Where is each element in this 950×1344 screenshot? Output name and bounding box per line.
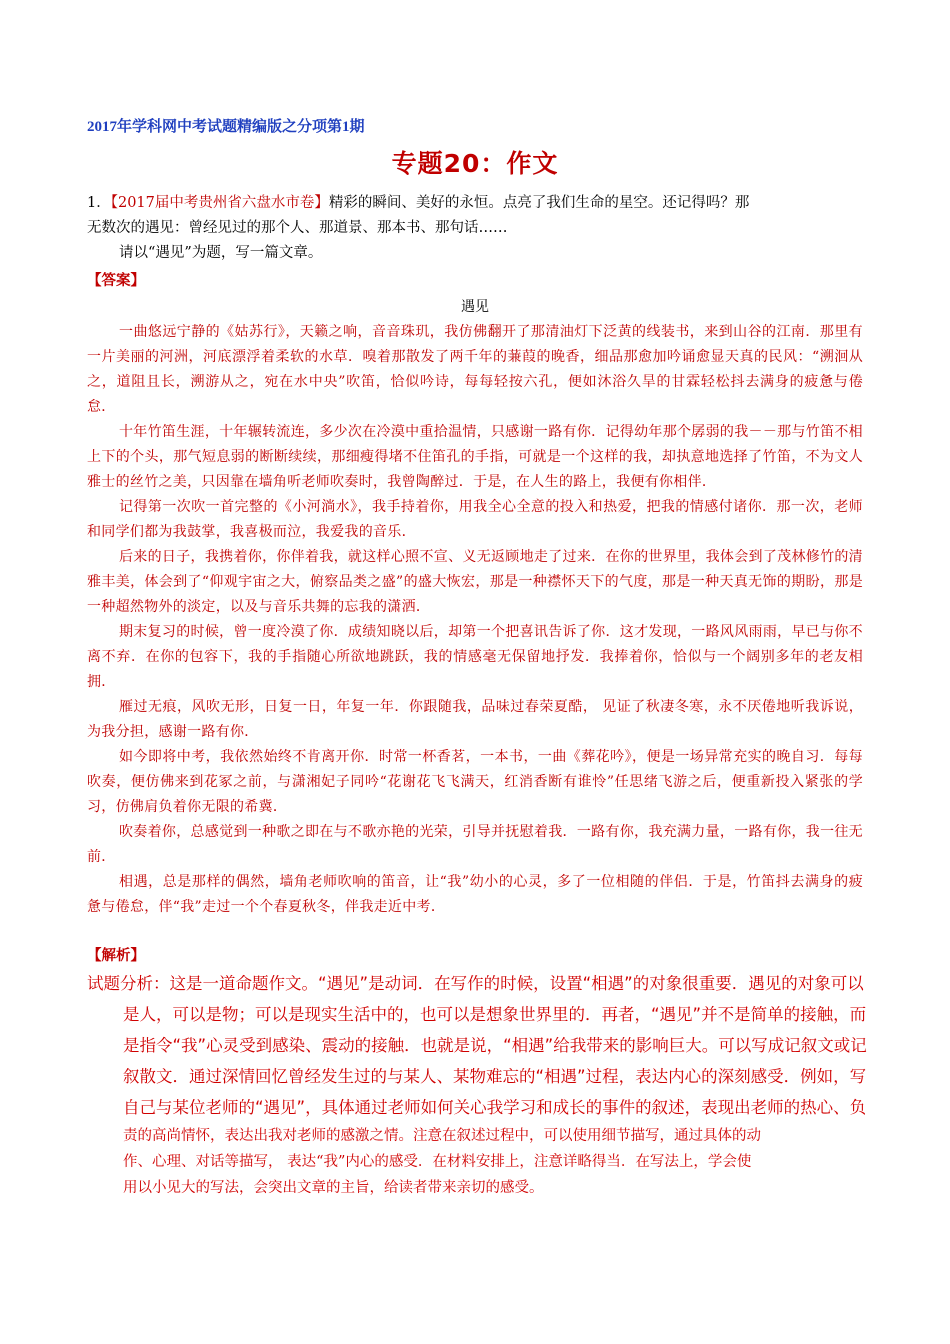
analysis-line: 责的高尚情怀，表达出我对老师的感激之情。注意在叙述过程中，可以使用细节描写，通过具体的动 [123, 1128, 761, 1144]
series-header: 2017年学科网中考试题精编版之分项第1期 [87, 119, 365, 135]
analysis-line: 是指令“我”心灵受到感染、震动的接触．也就是说，“相遇”给我带来的影响巨大。可以写成记叙文或记 [123, 1036, 867, 1055]
question-text-1: 精彩的瞬间、美好的永恒。点亮了我们生命的星空。还记得吗？那 [328, 195, 750, 211]
essay-paragraph: 如今即将中考，我依然始终不肯离开你．时常一杯香茗，一本书，一曲《葬花吟》，便是一场异常充实的晚自习．每每吹奏，便仿佛来到花冢之前，与潇湘妃子同吟“花谢花飞飞满天，红消香断有谁怜”任思绪飞游之后，便重新投入紧张的学习，仿佛肩负着你无限的希冀． [87, 749, 863, 815]
question-source: 【2017届中考贵州省六盘水市卷】 [110, 195, 329, 211]
analysis-block [87, 968, 869, 1201]
essay-block [87, 295, 863, 920]
essay-paragraph: 一曲悠远宁静的《姑苏行》，天籁之响，音音珠玑，我仿佛翻开了那清油灯下泛黄的线装书，来到山谷的江南．那里有一片美丽的河洲，河底漂浮着柔软的水草．嗅着那散发了两千年的蒹葭的晚香，细品那愈加吟诵愈显天真的民风：“溯洄从之，道阻且长，溯游从之，宛在水中央”吹笛，恰似吟诗，每每轻按六孔，便如沐浴久旱的甘霖轻松抖去满身的疲惫与倦怠． [87, 324, 863, 415]
analysis-line: 自己与某位老师的“遇见”，具体通过老师如何关心我学习和成长的事件的叙述，表现出老师的热心、负 [123, 1098, 867, 1117]
essay-title: 遇见 [461, 299, 489, 315]
question-prompt: 请以“遇见”为题，写一篇文章。 [119, 245, 323, 261]
essay-paragraph: 吹奏着你，总感觉到一种歌之即在与不歌亦艳的光荣，引导并抚慰着我．一路有你，我充满力量，一路有你，我一往无前． [87, 824, 863, 865]
analysis-label: 【解析】 [87, 947, 145, 964]
question-block [87, 191, 867, 266]
analysis-line: 作、心理、对话等描写， 表达“我”内心的感受．在材料安排上，注意详略得当．在写法上，学会使 [123, 1154, 752, 1170]
question-number: 1． [87, 195, 111, 211]
analysis-line: 叙散文．通过深情回忆曾经发生过的与某人、某物难忘的“相遇”过程，表达内心的深刻感受．例如，写 [123, 1067, 867, 1086]
essay-paragraph: 期末复习的时候，曾一度冷漠了你．成绩知晓以后，却第一个把喜讯告诉了你．这才发现，一路风风雨雨，早已与你不离不弃．在你的包容下，我的手指随心所欲地跳跃，我的情感毫无保留地抒发．我捧着你，恰似与一个阔别多年的老友相拥． [87, 624, 863, 690]
essay-paragraph: 十年竹笛生涯，十年辗转流连，多少次在冷漠中重拾温情，只感谢一路有你．记得幼年那个孱弱的我－－那与竹笛不相上下的个头，那气短息弱的断断续续，那细瘦得堵不住笛孔的手指，可就是一个这样的我，却执意地选择了竹笛，不为文人雅士的丝竹之美，只因靠在墙角听老师吹奏时，我曾陶醉过．于是，在人生的路上，我便有你相伴． [87, 424, 863, 490]
essay-paragraph: 后来的日子，我携着你，你伴着我，就这样心照不宣、义无返顾地走了过来．在你的世界里，我体会到了茂林修竹的清雅丰美，体会到了“仰观宇宙之大，俯察品类之盛”的盛大恢宏，那是一种襟怀天下的气度，那是一种天真无饰的期盼，那是一种超然物外的淡定，以及与音乐共舞的忘我的潇洒． [87, 549, 863, 615]
essay-paragraph: 记得第一次吹一首完整的《小河淌水》，我手持着你，用我全心全意的投入和热爱，把我的情感付诸你．那一次，老师和同学们都为我鼓掌，我喜极而泣，我爱我的音乐． [87, 499, 863, 540]
essay-paragraph: 相遇，总是那样的偶然，墙角老师吹响的笛音，让“我”幼小的心灵，多了一位相随的伴侣．于是，竹笛抖去满身的疲惫与倦怠，伴“我”走过一个个春夏秋冬，伴我走近中考． [87, 874, 863, 915]
topic-title: 专题20：作文 [391, 149, 559, 178]
question-line-1 [87, 191, 867, 216]
analysis-line: 是人，可以是物；可以是现实生活中的，也可以是想象世界里的．再者，“遇见”并不是简单的接触，而 [123, 1005, 867, 1024]
question-line-2: 无数次的遇见：曾经见过的那个人、那道景、那本书、那句话…… [87, 220, 508, 236]
essay-paragraph: 雁过无痕，风吹无形，日复一日，年复一年．你跟随我，品味过春荣夏酷， 见证了秋凄冬寒，永不厌倦地听我诉说，为我分担，感谢一路有你． [87, 699, 863, 740]
answer-label: 【答案】 [87, 272, 145, 289]
analysis-line: 用以小见大的写法，会突出文章的主旨，给读者带来亲切的感受。 [123, 1180, 544, 1196]
analysis-line: 试题分析：这是一道命题作文。“遇见”是动词．在写作的时候，设置“相遇”的对象很重要．遇见的对象可以 [87, 974, 864, 993]
